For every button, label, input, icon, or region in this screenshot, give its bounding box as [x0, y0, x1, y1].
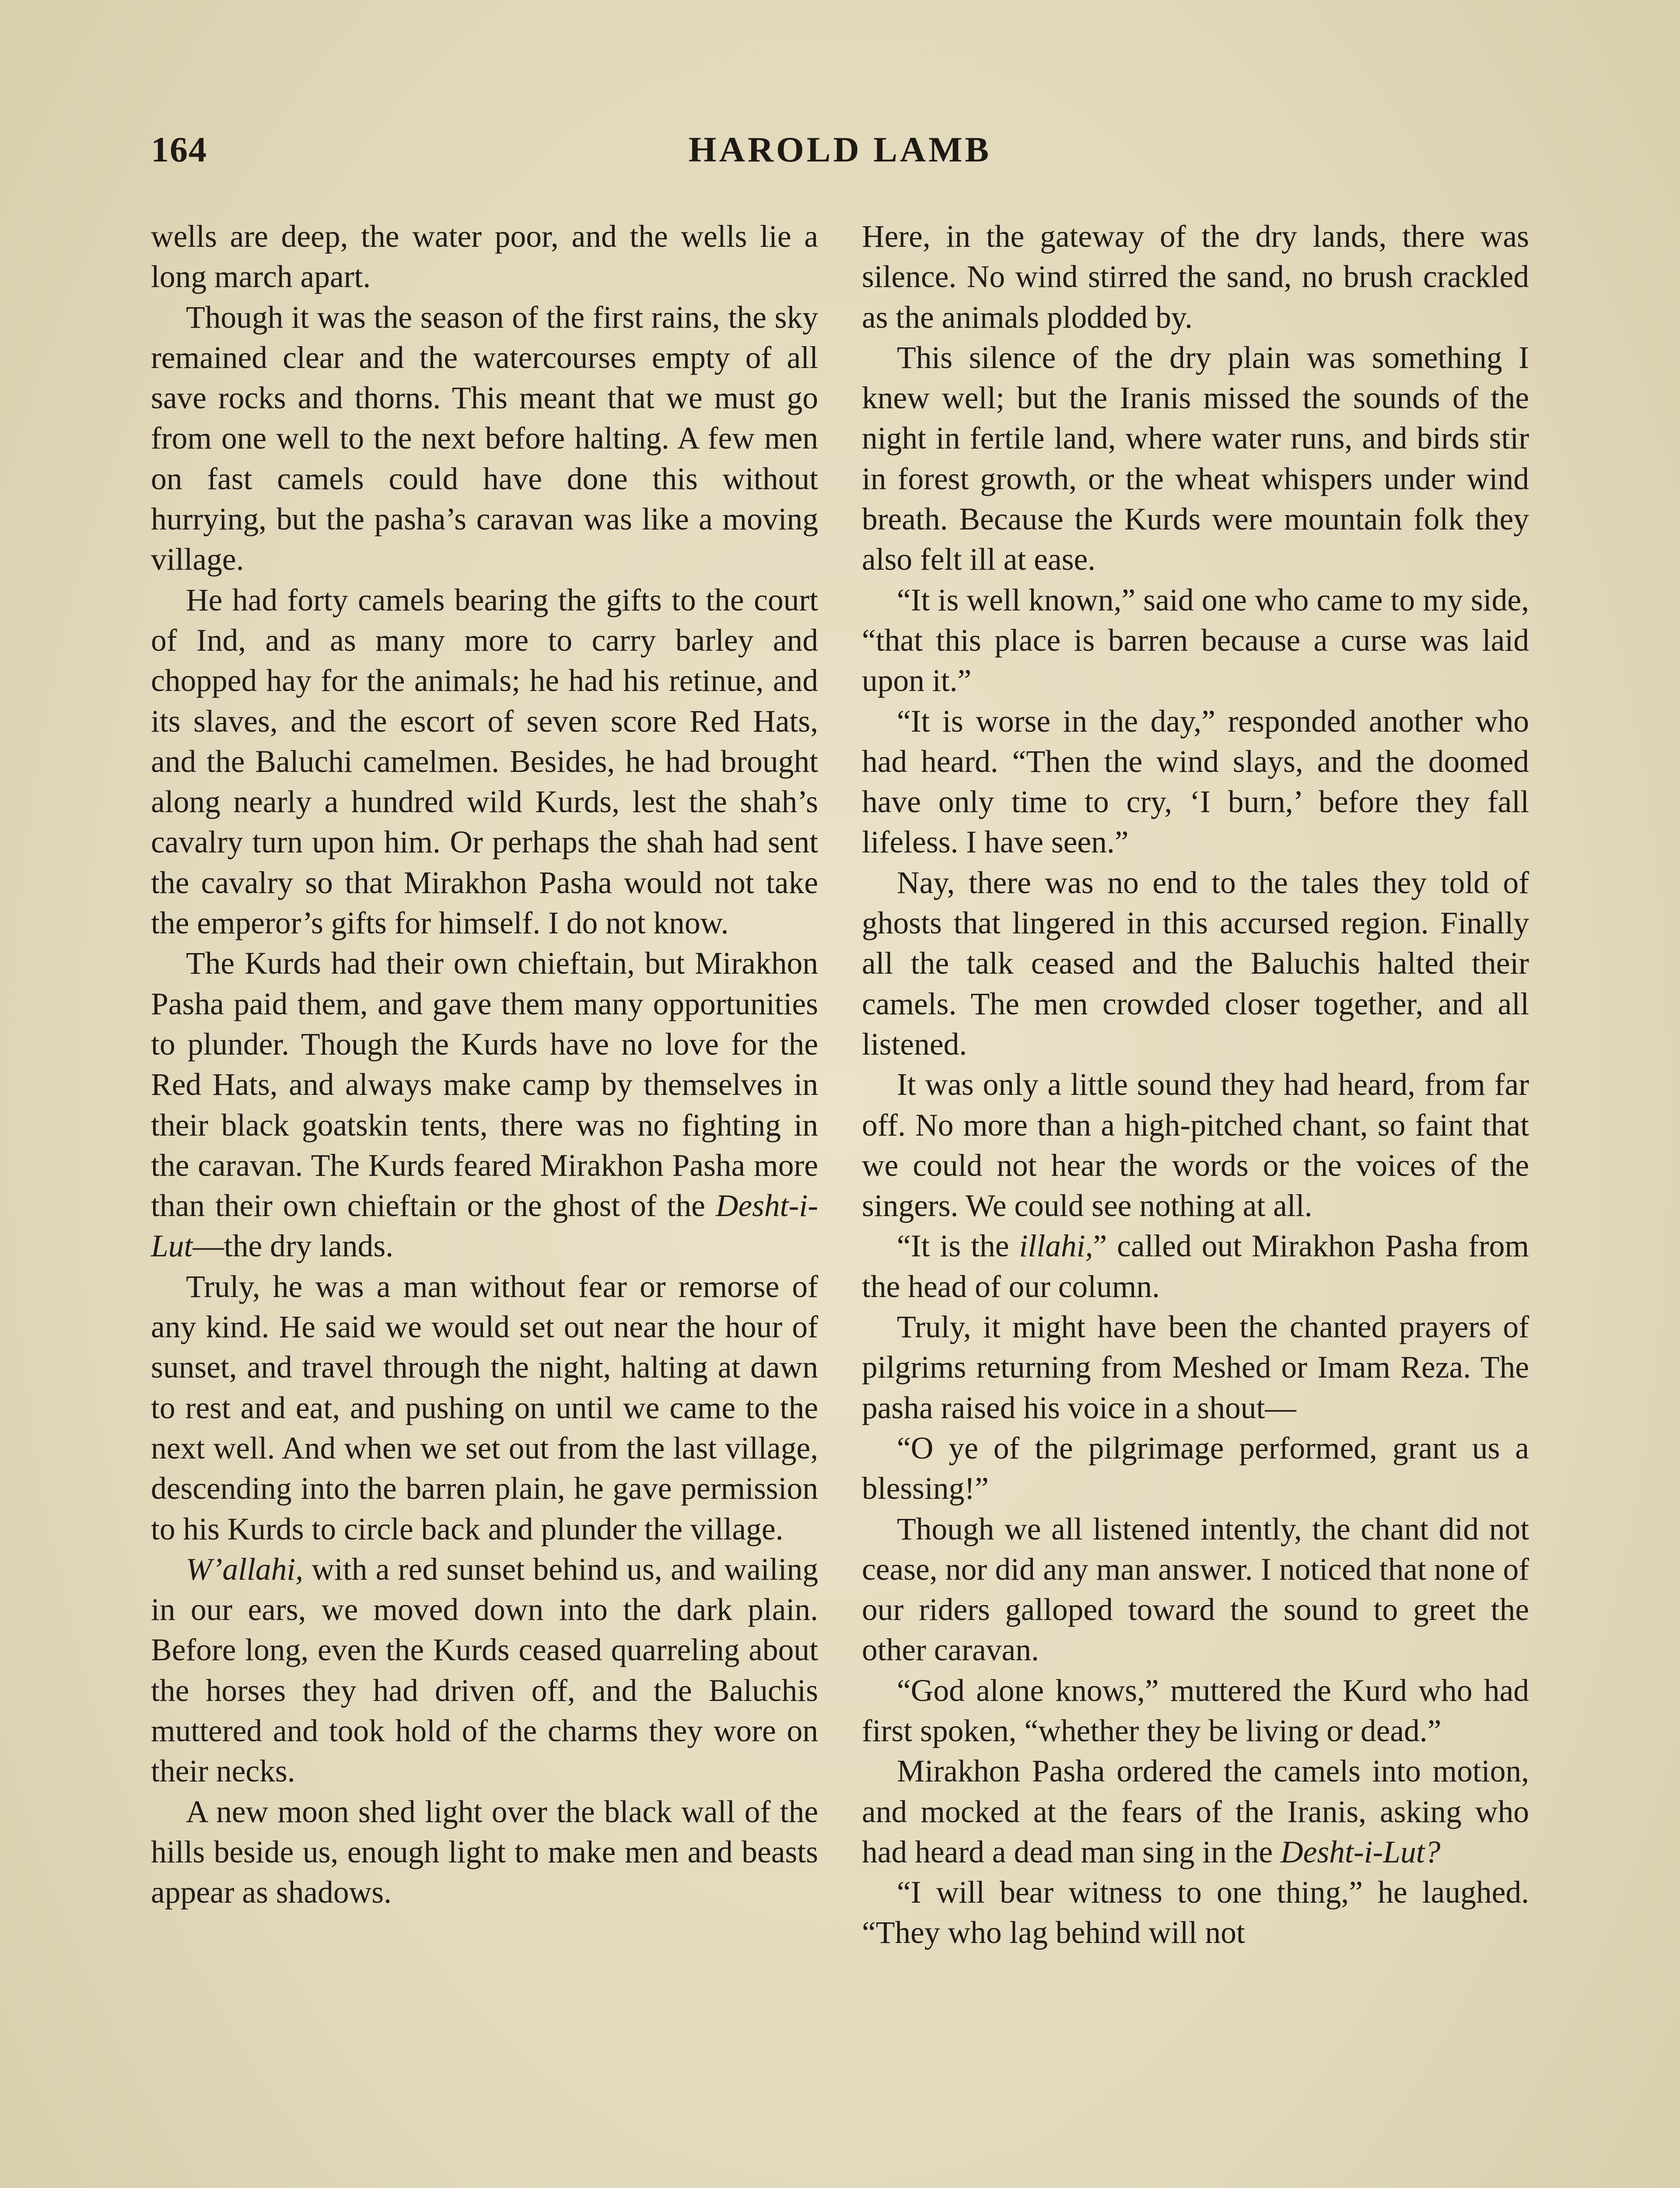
paragraph: Truly, he was a man without fear or remorse of any kind. He said we would set out near the hour of sunset, and travel through the night, halting at dawn to rest and eat, and pushing on until we came to the next well. And when we set out from the last village, descending into the barren plain, he gave permission to his Kurds to circle back and plunder the village.	[151, 1269, 818, 1546]
paragraph: Though it was the season of the first rains, the sky remained clear and the watercourses empty of all save rocks and thorns. This meant that we must go from one well to the next before halting. A few men on fast camels could have done this without hurrying, but the pasha’s caravan was like a moving village.	[151, 300, 818, 577]
paragraph: Here, in the gateway of the dry lands, there was silence. No wind stirred the sand, no brush crackled as the animals plodded by.	[862, 219, 1529, 335]
paragraph: “God alone knows,” muttered the Kurd who had first spoken, “whether they be living or dead.”	[862, 1673, 1529, 1748]
paragraph: It was only a little sound they had heard, from far off. No more than a high-pitched chant, so faint that we could not hear the words or the voices of the singers. We could see nothing at all.	[862, 1067, 1529, 1224]
paragraph: wells are deep, the water poor, and the wells lie a long march apart.	[151, 219, 818, 295]
paragraph: Though we all listened intently, the chant did not cease, nor did any man answer. I noticed that none of our riders galloped toward the sound to greet the other caravan.	[862, 1511, 1529, 1668]
paragraph-text: Mirakhon Pasha ordered the camels into motion, and mocked at the fears of the Iranis, asking who had heard a dead man sing in the	[862, 1754, 1529, 1869]
paragraph: “I will bear witness to one thing,” he laughed. “They who lag behind will not	[862, 1875, 1529, 1950]
right-column	[862, 217, 1529, 1953]
running-head: HAROLD LAMB	[688, 130, 992, 169]
italic-term: Desht-i-Lut?	[1280, 1834, 1441, 1869]
paragraph	[151, 1550, 818, 1792]
paragraph: Nay, there was no end to the tales they told of ghosts that lingered in this accursed region. Finally all the talk ceased and the Baluchis halted their camels. The men crowded closer together, and all listened.	[862, 865, 1529, 1062]
paragraph-text: The Kurds had their own chieftain, but Mirakhon Pasha paid them, and gave them many opportunities to plunder. Though the Kurds have no love for the Red Hats, and always make camp by themselves in their black goatskin tents, there was no fighting in the caravan. The Kurds feared Mirakhon Pasha more than their own chieftain or the ghost of the	[151, 946, 818, 1224]
italic-term: illahi,	[1019, 1229, 1093, 1264]
paragraph: “It is well known,” said one who came to my side, “that this place is barren because a curse was laid upon it.”	[862, 582, 1529, 698]
paragraph: Truly, it might have been the chanted prayers of pilgrims returning from Meshed or Imam Reza. The pasha raised his voice in a shout—	[862, 1310, 1529, 1425]
paragraph	[862, 1751, 1529, 1872]
paragraph-text: ” called out Mirakhon Pasha from the head of our column.	[862, 1229, 1529, 1304]
page-number: 164	[151, 130, 207, 169]
left-column	[151, 217, 818, 1913]
paragraph-text: —the dry lands.	[192, 1229, 394, 1264]
paragraph-text: with a red sunset behind us, and wailing in our ears, we moved down into the dark plain. Before long, even the Kurds ceased quarreling about the horses they had driven off, and the Baluchis muttered and took hold of the charms they wore on their necks.	[151, 1552, 818, 1789]
paragraph	[151, 943, 818, 1266]
paragraph-text: “It is the	[897, 1229, 1019, 1264]
italic-term: Desht-i-Lut	[151, 1189, 818, 1264]
paragraph: This silence of the dry plain was something I knew well; but the Iranis missed the sounds of the night in fertile land, where water runs, and birds stir in forest growth, or the wheat whispers under wind breath. Because the Kurds were mountain folk they also felt ill at ease.	[862, 340, 1529, 577]
paragraph	[862, 1226, 1529, 1307]
paragraph: “It is worse in the day,” responded another who had heard. “Then the wind slays, and the doomed have only time to cry, ‘I burn,’ before they fall lifeless. I have seen.”	[862, 704, 1529, 860]
italic-term: W’allahi,	[186, 1552, 304, 1587]
paragraph: He had forty camels bearing the gifts to the court of Ind, and as many more to carry barley and chopped hay for the animals; he had his retinue, and its slaves, and the escort of seven score Red Hats, and the Baluchi camelmen. Besides, he had brought along nearly a hundred wild Kurds, lest the shah’s cavalry turn upon him. Or perhaps the shah had sent the cavalry so that Mirakhon Pasha would not take the emperor’s gifts for himself. I do not know.	[151, 582, 818, 941]
paragraph: A new moon shed light over the black wall of the hills beside us, enough light to make men and beasts appear as shadows.	[151, 1794, 818, 1910]
paragraph: “O ye of the pilgrimage performed, grant us a blessing!”	[862, 1431, 1529, 1506]
page-header	[151, 129, 1529, 177]
